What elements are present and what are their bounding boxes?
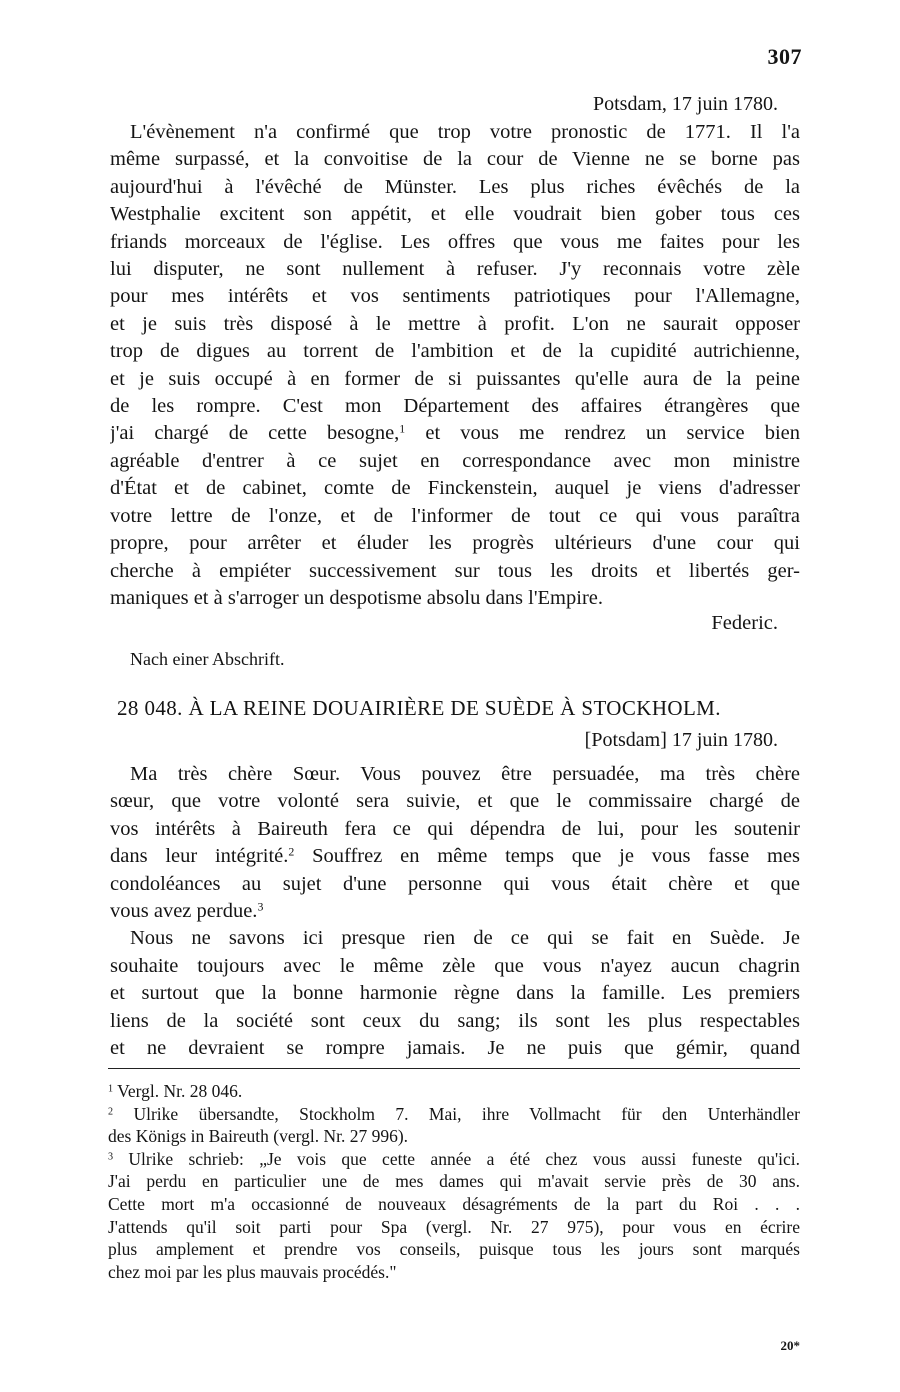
footnote-mark: 3 bbox=[108, 1151, 114, 1163]
footnote-text-line: des Königs in Baireuth (vergl. Nr. 27 996). bbox=[108, 1126, 409, 1147]
text-line: Westphalie excitent son appétit, et elle voudrait bien gober tous ces bbox=[110, 203, 800, 226]
text-fragment: et vous me rendrez un service bien bbox=[405, 422, 800, 445]
footnote-text-line: plus amplement et prendre vos conseils, puisque tous les jours sont marqués bbox=[108, 1239, 800, 1260]
text-line: Ma très chère Sœur. Vous pouvez être persuadée, ma très chère bbox=[130, 763, 800, 785]
footnote-text-line: J'ai perdu en particulier une de mes dames qui m'avait servie près de 30 ans. bbox=[108, 1171, 800, 1192]
text-line: friands morceaux de l'église. Les offres que vous me faites pour les bbox=[110, 230, 800, 253]
text-fragment: dans leur intégrité. bbox=[110, 845, 289, 868]
text-line: de les rompre. C'est mon Département des affaires étrangères que bbox=[110, 395, 800, 418]
letter-heading: 28 048. À LA REINE DOUAIRIÈRE DE SUÈDE À STOCKHOLM. bbox=[117, 696, 721, 720]
footnote-text: Ulrike schrieb: „Je vois que cette année a été chez vous aussi funeste qu'ici. bbox=[128, 1148, 800, 1169]
letter1-body bbox=[110, 119, 800, 612]
source-note: Nach einer Abschrift. bbox=[130, 649, 285, 669]
text-line bbox=[110, 898, 800, 925]
text-line: trop de digues au torrent de l'ambition et de la cupidité autrichienne, bbox=[110, 340, 800, 363]
footnote-divider bbox=[108, 1068, 800, 1069]
text-line: d'État et de cabinet, comte de Finckenstein, auquel je viens d'adresser bbox=[110, 477, 800, 500]
letter2-dateline: [Potsdam] 17 juin 1780. bbox=[584, 729, 778, 751]
text-line: souhaite toujours avec le même zèle que vous n'ayez aucun chagrin bbox=[110, 954, 800, 977]
text-line: et ne devraient se rompre jamais. Je ne puis que gémir, quand bbox=[110, 1037, 800, 1060]
footnote-2 bbox=[108, 1103, 800, 1126]
text-line: même surpassé, et la convoitise de la cour de Vienne ne se borne pas bbox=[110, 148, 800, 171]
text-line: sœur, que votre volonté sera suivie, et que le commissaire chargé de bbox=[110, 790, 800, 813]
text-fragment: Souffrez en même temps que je vous fasse mes bbox=[294, 845, 800, 868]
footnote-1 bbox=[108, 1080, 800, 1103]
text-line: et je suis très disposé à le mettre à profit. L'on ne saurait opposer bbox=[110, 312, 800, 335]
text-line: L'évènement n'a confirmé que trop votre pronostic de 1771. Il l'a bbox=[130, 121, 800, 143]
letter1-dateline: Potsdam, 17 juin 1780. bbox=[592, 93, 778, 115]
footnote-ref: 3 bbox=[257, 899, 264, 914]
footnote-text: Ulrike übersandte, Stockholm 7. Mai, ihre Vollmacht für den Unterhändler bbox=[133, 1103, 800, 1124]
footnote-ref: 2 bbox=[288, 844, 295, 859]
footnote-text-line: J'attends qu'il soit parti pour Spa (vergl. Nr. 27 975), pour vous en écrire bbox=[108, 1216, 800, 1237]
text-line: votre lettre de l'onze, et de l'informer de tout ce qui vous paraîtra bbox=[110, 504, 800, 527]
text-line: aujourd'hui à l'évêché de Münster. Les plus riches évêchés de la bbox=[110, 175, 800, 198]
text-line: vos intérêts à Baireuth fera ce qui dépendra de lui, pour les soutenir bbox=[110, 817, 800, 840]
text-line: cherche à empiéter successivement sur tous les droits et libertés ger- bbox=[110, 559, 800, 582]
footnote-text-line: chez moi par les plus mauvais procédés." bbox=[108, 1261, 397, 1282]
footnote-3 bbox=[108, 1148, 800, 1171]
text-line bbox=[110, 420, 800, 447]
text-fragment: j'ai chargé de cette besogne, bbox=[110, 422, 400, 445]
text-line: maniques et à s'arroger un despotisme absolu dans l'Empire. bbox=[110, 586, 604, 609]
footnotes bbox=[108, 1080, 800, 1283]
footnote-mark: 2 bbox=[108, 1106, 114, 1118]
page-number: 307 bbox=[767, 44, 802, 69]
text-line: Nous ne savons ici presque rien de ce qui se fait en Suède. Je bbox=[130, 927, 800, 950]
text-line: condoléances au sujet d'une personne qui vous était chère et que bbox=[110, 872, 800, 895]
text-line: et surtout que la bonne harmonie règne dans la famille. Les premiers bbox=[110, 982, 800, 1005]
text-line: pour mes intérêts et vos sentiments patriotiques pour l'Allemagne, bbox=[110, 285, 800, 308]
text-line bbox=[110, 843, 800, 870]
letter2-body bbox=[110, 761, 800, 1062]
footnote-text-line: Cette mort m'a occasionné de nouveaux désagréments de la part du Roi . . . bbox=[108, 1193, 800, 1214]
text-line: lui disputer, ne sont nullement à refuser. J'y reconnais votre zèle bbox=[110, 258, 800, 281]
text-line: et je suis occupé à en former de si puissantes qu'elle aura de la peine bbox=[110, 367, 800, 390]
printer-signature-mark: 20* bbox=[780, 1338, 800, 1353]
footnote-ref: 1 bbox=[399, 421, 406, 436]
text-fragment: vous avez perdue. bbox=[110, 900, 258, 923]
footnote-mark: 1 bbox=[108, 1083, 114, 1095]
text-line: agréable d'entrer à ce sujet en correspondance avec mon ministre bbox=[110, 449, 800, 472]
footnote-text: Vergl. Nr. 28 046. bbox=[117, 1081, 243, 1101]
letter1-signature: Federic. bbox=[711, 612, 778, 634]
text-line: liens de la société sont ceux du sang; ils sont les plus respectables bbox=[110, 1009, 800, 1032]
text-line: propre, pour arrêter et éluder les progrès ultérieurs d'une cour qui bbox=[110, 532, 800, 555]
